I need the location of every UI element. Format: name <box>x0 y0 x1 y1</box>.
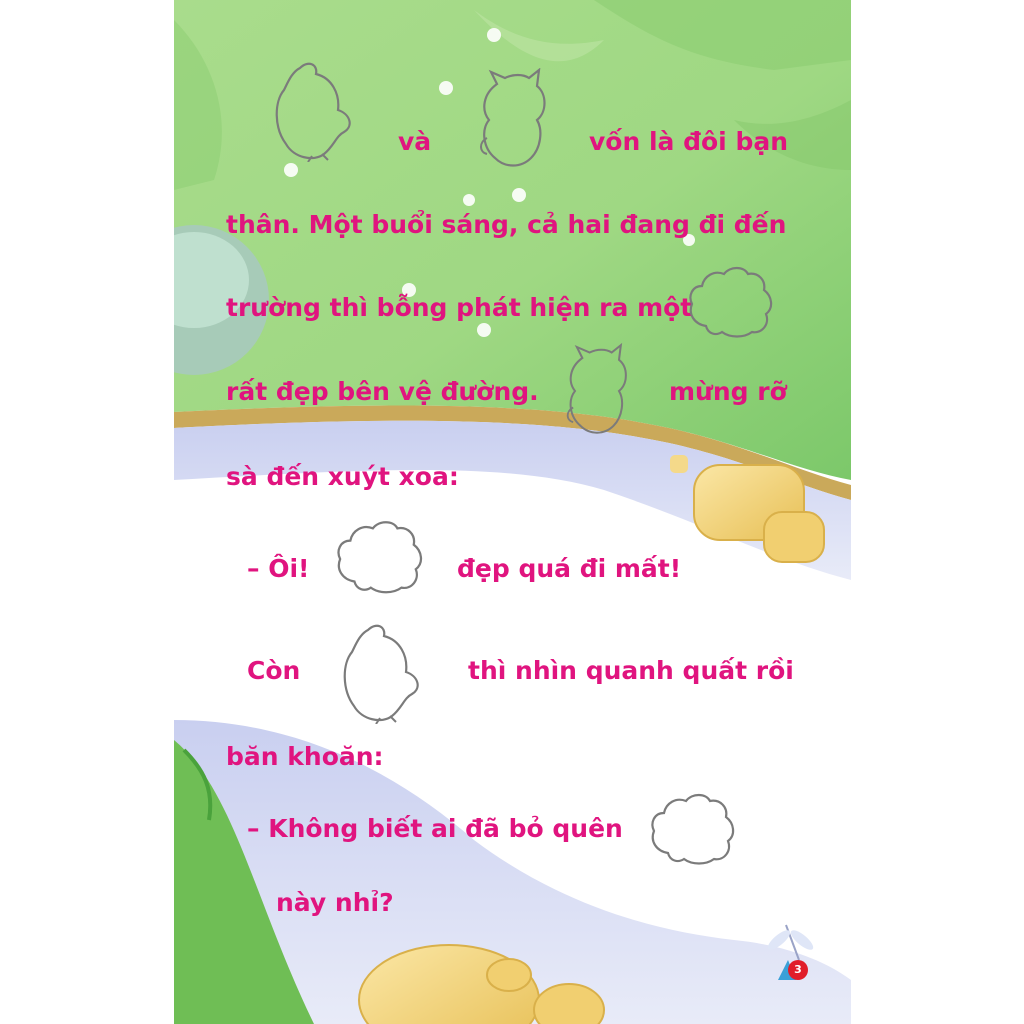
story-text: thì nhìn quanh quất rồi <box>468 656 794 685</box>
dialogue-text: – Không biết ai đã bỏ quên <box>247 814 623 843</box>
kitten-outline-icon <box>477 68 549 172</box>
story-text: thân. Một buổi sáng, cả hai đang đi đến <box>226 210 787 239</box>
story-text: vốn là đôi bạn <box>589 127 789 156</box>
story-text: băn khoăn: <box>226 742 384 771</box>
story-text: sà đến xuýt xoa: <box>226 462 459 491</box>
story-text: trường thì bỗng phát hiện ra một <box>226 293 693 322</box>
lost-object-outline-icon <box>686 266 776 340</box>
story-text: và <box>398 127 432 156</box>
lost-object-outline-icon <box>648 793 738 867</box>
story-text: rất đẹp bên vệ đường. <box>226 377 539 406</box>
kitten-outline-icon <box>564 338 630 444</box>
dialogue-text: đẹp quá đi mất! <box>457 554 682 583</box>
lost-object-outline-icon <box>334 520 426 596</box>
page-number-badge: 3 <box>788 960 808 980</box>
duckling-outline-icon <box>274 62 356 162</box>
dialogue-text: này nhỉ? <box>276 888 394 917</box>
story-page <box>174 0 851 1024</box>
story-text: mừng rỡ <box>669 377 787 406</box>
duckling-outline-icon <box>342 624 424 724</box>
story-text: Còn <box>247 656 301 685</box>
dialogue-text: – Ôi! <box>247 554 310 583</box>
